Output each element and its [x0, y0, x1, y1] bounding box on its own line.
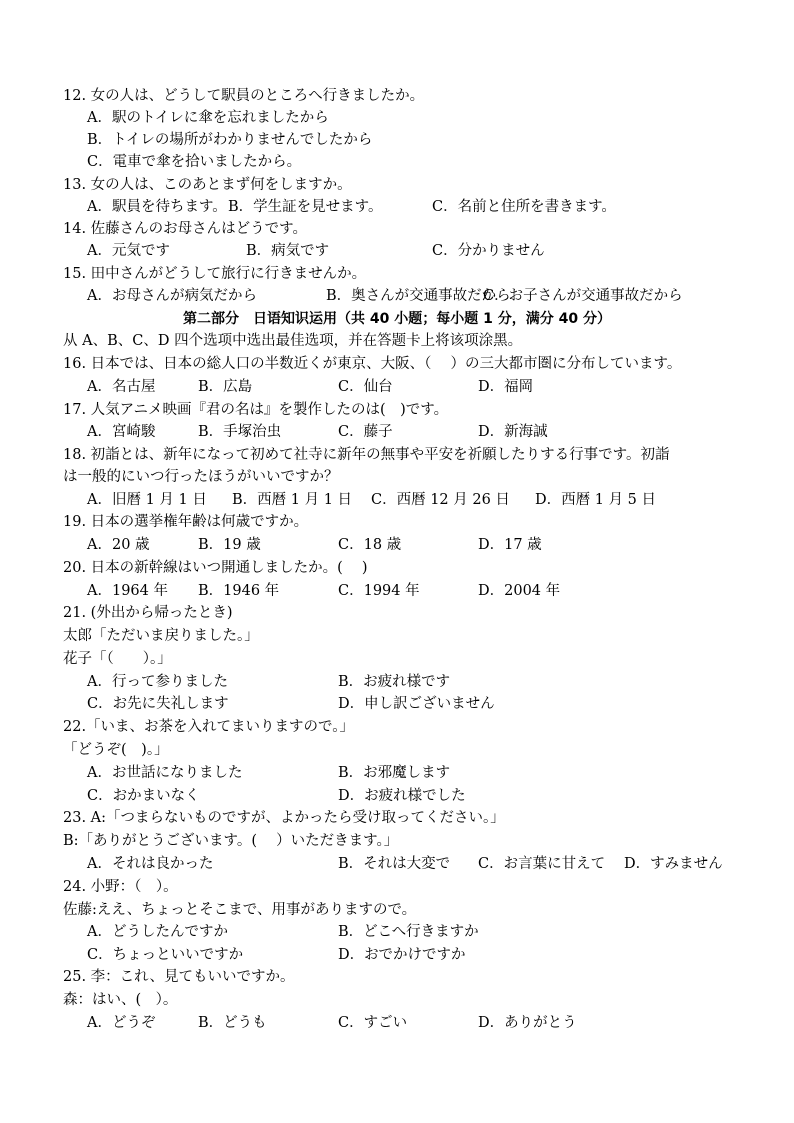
question-17-stem: 17. 人気アニメ映画『君の名は』を製作したのは( )です。 — [63, 402, 449, 418]
question-14-option-b: B．病気です — [246, 243, 330, 259]
question-23-dialog-b: B:「ありがとうございます。( ）いただきます。」 — [63, 833, 399, 849]
question-17-option-a: A．宮崎駿 — [87, 424, 156, 440]
question-23-option-b: B．それは大変で — [338, 856, 451, 872]
question-25-option-b: B．どうも — [198, 1015, 267, 1031]
question-23-option-c: C．お言葉に甘えて — [478, 856, 606, 872]
question-24-option-a: A．どうしたんですか — [87, 924, 228, 940]
question-25-stem: 25. 李：これ、見てもいいですか。 — [63, 969, 295, 985]
question-16-options — [0, 376, 794, 398]
question-21-options-row-1 — [0, 671, 794, 693]
question-21-option-a: A．行って参りました — [87, 674, 228, 690]
question-24-dialog-sato: 佐藤:ええ、ちょっとそこまで、用事がありますので。 — [63, 902, 417, 918]
question-18-option-a: A．旧暦 1 月 1 日 — [87, 492, 207, 508]
question-23-stem: 23. A:「つまらないものですが、よかったら受け取ってください。」 — [63, 810, 505, 826]
question-25-dialog-mori: 森：はい、( ）。 — [63, 992, 178, 1008]
question-13-option-c: C．名前と住所を書きます。 — [432, 199, 616, 215]
question-24-stem: 24. 小野：（ ）。 — [63, 879, 178, 895]
question-24-option-c: C．ちょっといいですか — [87, 947, 244, 963]
question-16-stem: 16. 日本では、日本の総人口の半数近くが東京、大阪、（ ）の三大都市圏に分布しています。 — [63, 356, 682, 372]
question-21-dialog-taro: 太郎「ただいま戻りました。」 — [63, 628, 259, 644]
question-14-options — [0, 240, 794, 262]
question-20-option-a: A．1964 年 — [87, 583, 168, 599]
question-18-stem-line-2: は一般的にいつ行ったほうがいいですか？ — [63, 469, 339, 485]
question-21-options-row-2 — [0, 693, 794, 715]
question-13-options — [0, 196, 794, 218]
question-13-option-a: A．駅員を待ちます。 — [87, 199, 227, 215]
question-14-option-c: C．分かりません — [432, 243, 545, 259]
question-23-option-d: D．すみません — [624, 856, 723, 872]
question-21-stem: 21. (外出から帰ったとき) — [63, 605, 233, 621]
question-20-stem: 20. 日本の新幹線はいつ開通しましたか。( ) — [63, 560, 368, 576]
question-25-option-c: C．すごい — [338, 1015, 408, 1031]
question-16-option-c: C．仙台 — [338, 379, 393, 395]
question-17-option-c: C．藤子 — [338, 424, 393, 440]
question-12-option-c: C．電車で傘を拾いましたから。 — [87, 154, 302, 170]
question-25-option-a: A．どうぞ — [87, 1015, 156, 1031]
question-20-options — [0, 580, 794, 602]
question-20-option-d: D．2004 年 — [478, 583, 561, 599]
question-18-option-d: D．西暦 1 月 5 日 — [535, 492, 657, 508]
question-17-option-d: D．新海誠 — [478, 424, 548, 440]
question-17-options — [0, 421, 794, 443]
question-19-option-c: C．18 歳 — [338, 537, 402, 553]
section-2-title: 第二部分 日语知识运用（共 40 小题；每小题 1 分，满分 40 分） — [183, 311, 611, 327]
question-15-options — [0, 285, 794, 307]
question-16-option-a: A．名古屋 — [87, 379, 156, 395]
question-22-option-a: A．お世話になりました — [87, 765, 243, 781]
question-20-option-c: C．1994 年 — [338, 583, 420, 599]
question-24-option-b: B．どこへ行きますか — [338, 924, 479, 940]
question-18-options — [0, 489, 794, 511]
question-22-options-row-2 — [0, 785, 794, 807]
question-18-stem-line-1: 18. 初詣とは、新年になって初めて社寺に新年の無事や平安を祈願したりする行事です。初詣 — [63, 447, 670, 463]
question-22-dialog: 「どうぞ( )。」 — [63, 742, 169, 758]
question-12-option-b: B．トイレの場所がわかりませんでしたから — [87, 132, 373, 148]
question-22-option-c: C．おかまいなく — [87, 788, 200, 804]
question-24-option-d: D．おでかけですか — [338, 947, 466, 963]
question-13-stem: 13. 女の人は、このあとまず何をしますか。 — [63, 177, 352, 193]
question-23-option-a: A．それは良かった — [87, 856, 214, 872]
question-21-option-b: B．お疲れ様です — [338, 674, 451, 690]
question-13-option-b: B．学生証を見せます。 — [228, 199, 383, 215]
question-22-option-d: D．お疲れ様でした — [338, 788, 466, 804]
question-18-option-b: B．西暦 1 月 1 日 — [232, 492, 353, 508]
question-15-option-c: C．お子さんが交通事故だから — [483, 288, 683, 304]
question-24-options-row-2 — [0, 944, 794, 966]
question-21-option-c: C．お先に失礼します — [87, 696, 229, 712]
question-15-option-a: A．お母さんが病気だから — [87, 288, 257, 304]
question-22-option-b: B．お邪魔します — [338, 765, 451, 781]
question-22-options-row-1 — [0, 762, 794, 784]
question-12-stem: 12. 女の人は、どうして駅員のところへ行きましたか。 — [63, 88, 425, 104]
question-21-dialog-hanako: 花子「（ ）。」 — [63, 651, 172, 667]
question-19-options — [0, 534, 794, 556]
question-15-option-b: B．奥さんが交通事故だから — [326, 288, 511, 304]
question-19-option-a: A．20 歳 — [87, 537, 150, 553]
question-22-stem: 22.「いま、お茶を入れてまいりますので。」 — [63, 719, 355, 735]
question-19-option-b: B．19 歳 — [198, 537, 261, 553]
section-2-instruction: 从 A、B、C、D 四个选项中选出最佳选项，并在答题卡上将该项涂黑。 — [63, 333, 523, 349]
question-25-options — [0, 1012, 794, 1034]
question-17-option-b: B．手塚治虫 — [198, 424, 282, 440]
question-15-stem: 15. 田中さんがどうして旅行に行きませんか。 — [63, 266, 367, 282]
question-21-option-d: D．申し訳ございません — [338, 696, 495, 712]
question-14-option-a: A．元気です — [87, 243, 170, 259]
question-19-option-d: D．17 歳 — [478, 537, 542, 553]
question-19-stem: 19. 日本の選挙権年齢は何歳ですか。 — [63, 514, 309, 530]
question-12-option-a: A．駅のトイレに傘を忘れましたから — [87, 110, 329, 126]
question-25-option-d: D．ありがとう — [478, 1015, 577, 1031]
question-16-option-d: D．福岡 — [478, 379, 534, 395]
question-23-options — [0, 853, 794, 875]
question-14-stem: 14. 佐藤さんのお母さんはどうです。 — [63, 221, 308, 237]
question-20-option-b: B．1946 年 — [198, 583, 280, 599]
question-16-option-b: B．広島 — [198, 379, 253, 395]
question-24-options-row-1 — [0, 921, 794, 943]
question-18-option-c: C．西暦 12 月 26 日 — [371, 492, 510, 508]
